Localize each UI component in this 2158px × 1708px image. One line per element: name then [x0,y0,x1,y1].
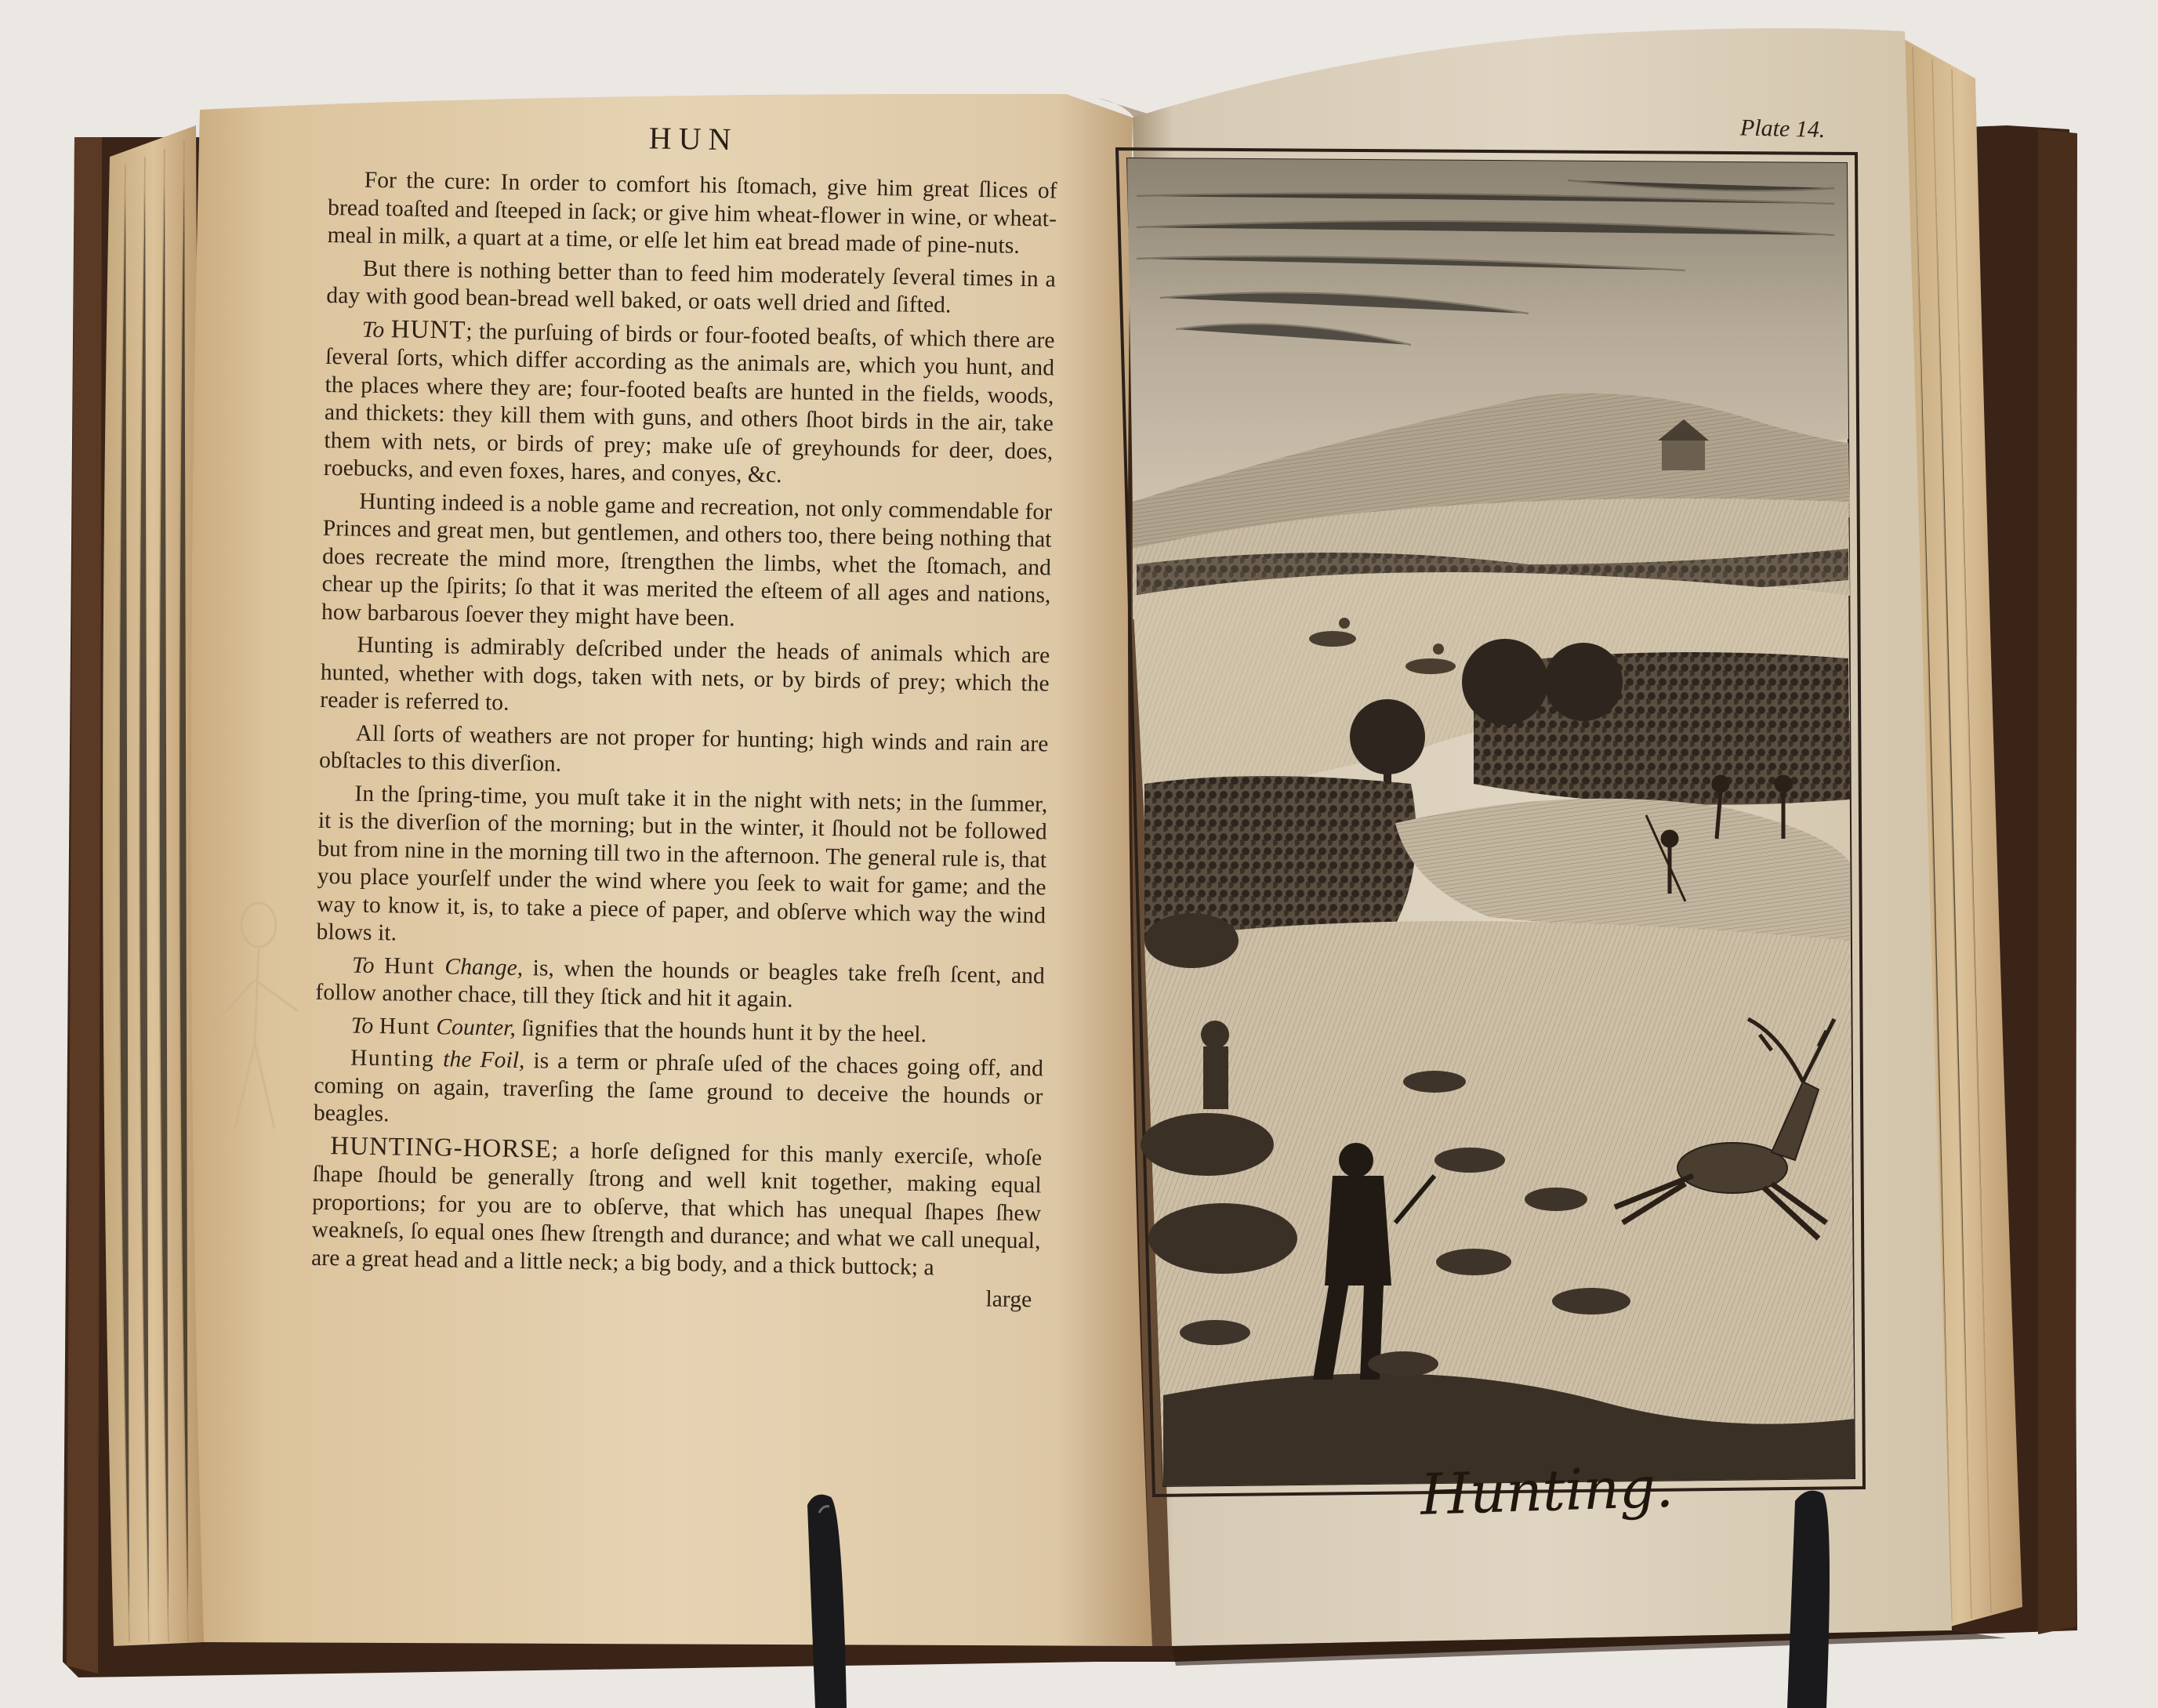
paragraph-cure: For the cure: In order to comfort his ſtomach, give him great ſlices of bread toaſted and ſteeped in ſack; or give him wheat-flower in wine, or wheat-meal in milk, a quart at a time, or elſe let him eat bread made of pine-nuts. [327,167,1057,259]
entry-counter-hunt: Hunt [379,1013,431,1039]
entry-change-to: To [351,952,375,978]
entry-hunt-change [315,951,1045,1018]
plate-number: Plate 14. [1739,114,1826,143]
running-head: HUN [648,120,738,158]
entry-foil-hunting: Hunting [350,1045,435,1072]
entry-change-body: is, when the hounds or beagles take freſh ſcent, and follow another chace, till they ſtick and hit it again. [315,955,1046,1013]
entry-hunting-horse [311,1132,1043,1283]
entry-change-head: Change, [444,953,524,981]
entry-horse-body: a horſe deſigned for this manly exerciſe, whoſe ſhape ſhould be generally ſtrong and well knit together, making equal proportions; for you are to obſerve, that which has unequal ſhapes ſhew weakneſs, ſo equal ones ſhew ſtrength and durance; and what we call unequal, are a great head and a little neck; a big body, and a thick buttock; a [310,1137,1043,1280]
paragraph-weathers: All ſorts of weathers are not proper for hunting; high winds and rain are obſtacles to this diverſion. [318,720,1049,777]
entry-counter-body: ſignifies that the hounds hunt it by the heel. [521,1015,927,1047]
entry-hunt-head: HUNT [390,314,466,345]
entry-hunt-semicolon: ; [466,318,473,344]
left-page-text [307,116,1058,1538]
entry-horse-head: HUNTING-HORSE [330,1131,553,1164]
entry-hunt-body: the purſuing of birds or four-footed beaſts, of which there are ſeveral ſorts, which differ according as the animals are, which you hunt, and the places where they are; four-footed beaſts are hunted in the fields, woods, and thickets: they kill them with guns, and others ſhoot birds in the air, take them with nets, or birds of prey; make uſe of greyhounds for deer, does, roebucks, and even foxes, hares, and conyes, &c. [323,318,1055,488]
entry-horse-semicolon: ; [551,1137,559,1163]
paragraph-noble-game: Hunting indeed is a noble game and recreation, not only commendable for Princes and great men, but gentlemen, and others too, there being nothing that does recreate the mind more, ſtrengthen the limbs, whet the ſtomach, and chear up the ſpirits; ſo that it was merited the eſteem of all ages and nations, how barbarous ſoever they might have been. [321,488,1053,631]
entry-counter-head: Counter, [436,1014,517,1041]
entry-hunt-counter [314,1011,1043,1050]
hunting-engraving [1117,149,1864,1496]
paragraph-spring-time: In the ſpring-time, you muſt take it in the night with nets; in the ſummer, it is the diverſion of the morning; but in the winter, it ſhould not be followed but from nine in the morning till two in the afternoon. The general rule is, that you place yourſelf under the wind where you ſeek to wait for game; and the way to know it, is, to take a piece of paper, and obſerve which way the wind blows it. [316,781,1048,946]
entry-hunting-foil [314,1044,1044,1139]
paragraph-bean-bread: But there is nothing better than to feed him moderately ſeveral times in a day with good bean-bread well baked, or oats well dried and ſifted. [326,256,1057,318]
entry-foil-body: is a term or phraſe uſed of the chaces going off, and coming on again, traverſing the ſame ground to deceive the hounds or beagles. [313,1048,1044,1127]
entry-change-hunt: Hunt [383,952,436,979]
catchword: large [985,1286,1032,1313]
entry-foil-head: the Foil, [443,1046,525,1074]
entry-to-label: To [361,317,385,343]
plate-caption: Hunting. [1419,1453,1675,1528]
entry-to-hunt [324,314,1055,494]
paragraph-admirably: Hunting is admirably deſcribed under the heads of animals which are hunted, whether with dogs, taken with nets, or by birds of prey; which the reader is referred to. [320,632,1050,716]
entry-counter-to: To [350,1013,374,1039]
